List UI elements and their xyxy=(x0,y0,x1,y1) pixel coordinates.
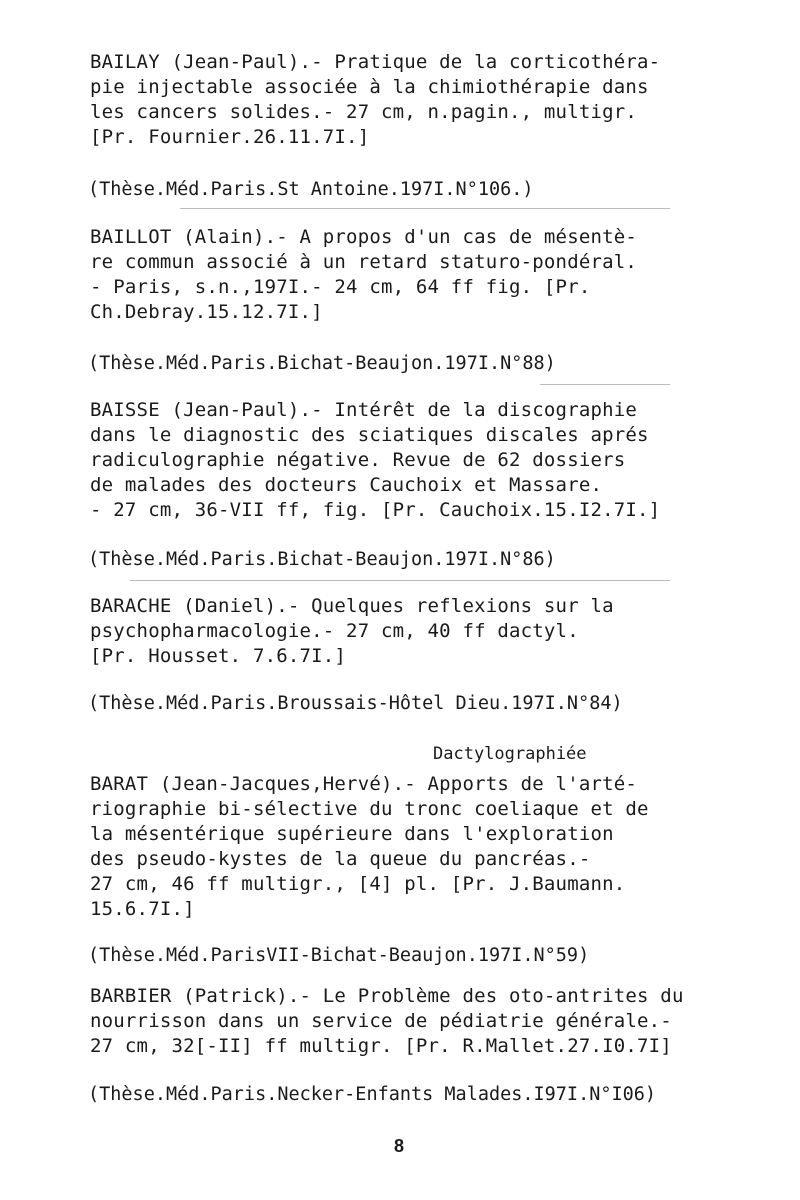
entry-line: les cancers solides.- 27 cm, n.pagin., multigr. xyxy=(90,101,638,123)
entry-line: re commun associé à un retard staturo-pondéral. xyxy=(90,251,638,273)
entry-line: 27 cm, 32[-II] ff multigr. [Pr. R.Mallet.27.I0.7I] xyxy=(90,1035,672,1057)
section-heading: Dactylographiée xyxy=(433,744,587,764)
thesis-reference: (Thèse.Méd.Paris.Necker-Enfants Malades.I97I.N°I06) xyxy=(88,1084,657,1105)
entry-line: la mésentérique supérieure dans l'exploration xyxy=(90,823,614,845)
entry-line: riographie bi-sélective du tronc coeliaque et de xyxy=(90,798,649,820)
bibliography-entry xyxy=(90,984,710,1059)
entry-line: des pseudo-kystes de la queue du pancréas.- xyxy=(90,848,591,870)
entry-line: de malades des docteurs Cauchoix et Massare. xyxy=(90,474,603,496)
bibliography-entry xyxy=(90,772,710,922)
entry-line: dans le diagnostic des sciatiques discales aprés xyxy=(90,424,649,446)
page-number: 8 xyxy=(394,1136,405,1156)
entry-line: 27 cm, 46 ff multigr., [4] pl. [Pr. J.Baumann. xyxy=(90,873,626,895)
entry-line: nourrisson dans un service de pédiatrie générale.- xyxy=(90,1010,672,1032)
divider xyxy=(180,208,670,209)
bibliography-entry xyxy=(90,594,710,669)
entry-line: BAILAY (Jean-Paul).- Pratique de la corticothéra- xyxy=(90,51,661,73)
thesis-reference: (Thèse.Méd.ParisVII-Bichat-Beaujon.197I.N°59) xyxy=(88,945,590,966)
entry-line: - Paris, s.n.,197I.- 24 cm, 64 ff fig. [Pr. xyxy=(90,276,591,298)
thesis-reference: (Thèse.Méd.Paris.Bichat-Beaujon.197I.N°86) xyxy=(88,549,556,570)
bibliography-entry xyxy=(90,398,710,523)
entry-line: [Pr. Fournier.26.11.7I.] xyxy=(90,126,370,148)
divider xyxy=(540,384,670,385)
entry-line: BARAT (Jean-Jacques,Hervé).- Apports de l'arté- xyxy=(90,773,638,795)
bibliography-entry xyxy=(90,225,710,325)
thesis-reference: (Thèse.Méd.Paris.Broussais-Hôtel Dieu.197I.N°84) xyxy=(88,693,623,714)
thesis-reference: (Thèse.Méd.Paris.Bichat-Beaujon.197I.N°88) xyxy=(88,353,556,374)
entry-line: 15.6.7I.] xyxy=(90,898,195,920)
divider xyxy=(130,580,670,581)
entry-line: Ch.Debray.15.12.7I.] xyxy=(90,301,323,323)
entry-line: BAISSE (Jean-Paul).- Intérêt de la discographie xyxy=(90,399,638,421)
entry-line: [Pr. Housset. 7.6.7I.] xyxy=(90,645,347,667)
entry-line: pie injectable associée à la chimiothérapie dans xyxy=(90,76,649,98)
entry-line: BAILLOT (Alain).- A propos d'un cas de mésentè- xyxy=(90,226,638,248)
entry-line: BARACHE (Daniel).- Quelques reflexions sur la xyxy=(90,595,614,617)
entry-line: BARBIER (Patrick).- Le Problème des oto-antrites du xyxy=(90,985,684,1007)
thesis-reference: (Thèse.Méd.Paris.St Antoine.197I.N°106.) xyxy=(88,179,534,200)
entry-line: - 27 cm, 36-VII ff, fig. [Pr. Cauchoix.15.I2.7I.] xyxy=(90,499,661,521)
entry-line: radiculographie négative. Revue de 62 dossiers xyxy=(90,449,626,471)
bibliography-entry xyxy=(90,50,710,150)
entry-line: psychopharmacologie.- 27 cm, 40 ff dactyl. xyxy=(90,620,579,642)
